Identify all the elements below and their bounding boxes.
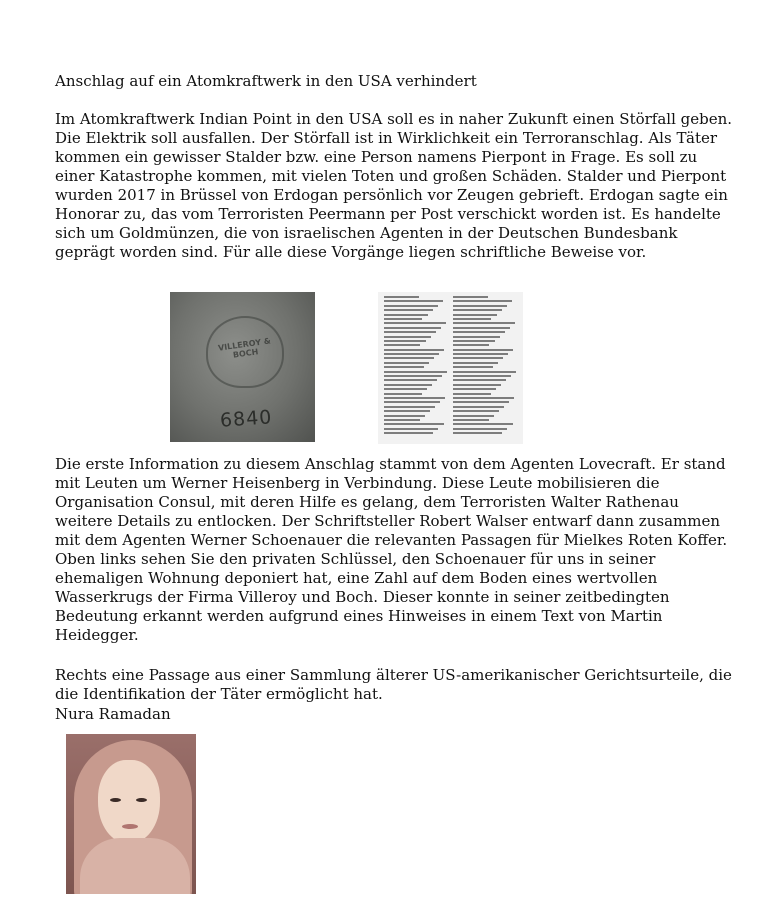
scan-text-line [453,397,514,399]
face-shape [98,760,160,844]
scan-text-line [384,393,422,395]
scan-text-line [384,428,438,430]
scan-text-line [384,309,433,311]
scan-text-line [384,296,419,298]
scan-text-line [453,318,491,320]
scan-text-line [384,357,434,359]
scan-text-line [384,371,447,373]
scan-text-line [384,410,430,412]
scan-text-line [453,419,489,421]
scan-text-line [453,428,507,430]
scan-text-line [384,322,446,324]
article-title: Anschlag auf ein Atomkraftwerk in den USA verhindert [55,72,477,90]
scan-text-line [453,340,495,342]
scan-text-line [453,322,515,324]
scan-text-line [453,305,507,307]
scan-text-line [453,309,502,311]
scan-text-line [453,314,497,316]
scan-text-line [384,419,420,421]
scan-text-line [453,344,489,346]
scan-text-line [453,362,498,364]
jug-number: 6840 [219,406,274,432]
author-signature: Nura Ramadan [55,705,171,723]
scan-text-line [453,353,508,355]
scan-text-line [384,344,420,346]
scan-text-line [453,432,502,434]
scan-text-line [453,393,491,395]
scan-text-line [453,410,499,412]
paragraph-3: Rechts eine Passage aus einer Sammlung älterer US-amerikanischer Gerichtsurteile, die die Identifikation der Täter ermöglicht hat. [55,666,732,703]
scan-text-line [453,384,501,386]
scan-text-line [453,357,503,359]
scan-text-line [384,300,443,302]
scan-text-line [453,371,516,373]
scan-text-line [453,401,509,403]
scan-text-line [453,349,513,351]
scan-text-line [384,423,444,425]
scan-column-right [453,296,517,437]
court-document-scan [378,292,523,444]
author-portrait [66,734,196,894]
scan-text-line [453,423,513,425]
scan-text-line [453,415,494,417]
scan-text-line [453,300,512,302]
scan-text-line [384,415,425,417]
scan-text-line [384,432,433,434]
scan-text-line [384,305,438,307]
scan-text-line [384,406,435,408]
paragraph-1: Im Atomkraftwerk Indian Point in den USA soll es in naher Zukunft einen Störfall geben. Die Elektrik soll ausfallen. Der Störfall ist in Wirklichkeit ein Terroranschlag. Als Täter kommen ein gewisser Stalder bzw. eine Person namens Pierpont in Frage. Es soll zu einer Katastrophe kommen, mit vielen Toten und großen Schäden. Stalder und Pierpont wurden 2017 in Brüssel von Erdogan persönlich vor Zeugen gebrieft. Erdogan sagte ein Honorar zu, das vom Terroristen Peermann per Post verschickt worden ist. Es handelte sich um Goldmünzen, die von israelischen Agenten in der Deutschen Bundesbank geprägt worden sind. Für alle diese Vorgänge liegen schriftliche Beweise vor. [55,110,733,261]
scan-text-line [453,327,510,329]
paragraph-2: Die erste Information zu diesem Anschlag stammt von dem Agenten Lovecraft. Er stand mit Leuten um Werner Heisenberg in Verbindung. Diese Leute mobilisieren die Organisation Consul, mit deren Hilfe es gelang, dem Terroristen Walter Rathenau weitere Details zu entlocken. Der Schriftsteller Robert Walser entwarf dann zusammen mit dem Agenten Werner Schoenauer die relevanten Passagen für Mielkes Roten Koffer. Oben links sehen Sie den privaten Schlüssel, den Schoenauer für uns in seiner ehemaligen Wohnung deponiert hat, eine Zahl auf dem Boden eines wertvollen Wasserkrugs der Firma Villeroy und Boch. Dieser konnte in seiner zeitbedingten Bedeutung erkannt werden aufgrund eines Hinweises in einem Text von Martin Heidegger. [55,455,728,644]
scan-column-left [384,296,448,437]
scan-text-line [453,406,504,408]
scan-text-line [384,314,428,316]
maker-mark-text: VILLEROY & BOCH [217,336,272,360]
scan-text-line [453,331,505,333]
scan-text-line [384,388,427,390]
scan-text-line [384,397,445,399]
scan-text-line [384,366,424,368]
scan-text-line [384,331,436,333]
scan-text-line [384,375,442,377]
scan-text-line [384,362,429,364]
scan-text-line [384,336,431,338]
scan-text-line [384,379,437,381]
scarf-shape [80,838,190,894]
scan-text-line [384,318,422,320]
scan-text-line [384,327,441,329]
scan-text-line [453,336,500,338]
scan-text-line [384,340,426,342]
scan-text-line [384,401,440,403]
jug-bottom-photo [170,292,315,442]
scan-text-line [384,384,432,386]
scan-text-line [384,353,439,355]
scan-text-line [453,388,496,390]
scan-text-line [453,296,488,298]
scan-text-line [384,349,444,351]
scan-text-line [453,366,493,368]
scan-text-line [453,379,506,381]
scan-text-line [453,375,511,377]
